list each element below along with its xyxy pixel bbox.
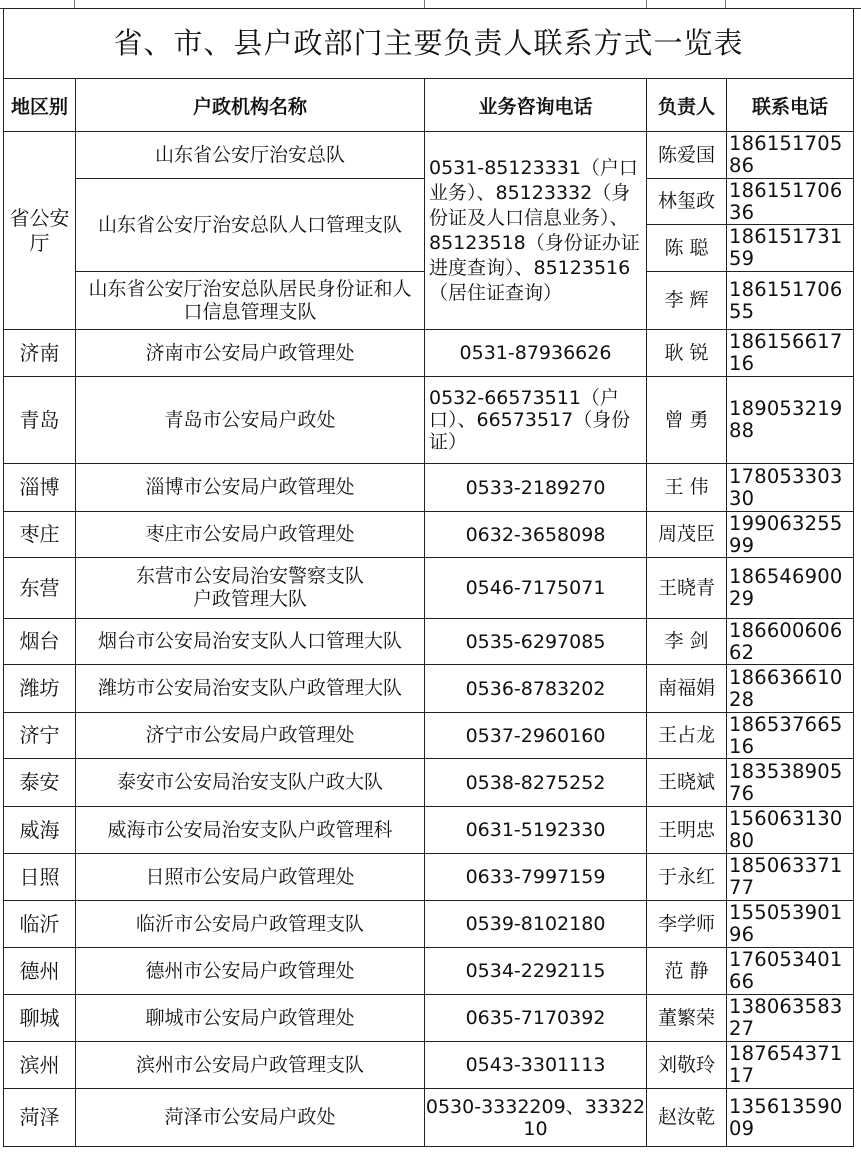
region-cell: 青岛: [4, 377, 76, 464]
contact-phone-cell: 18615170636: [727, 179, 854, 225]
person-cell: 范 静: [647, 948, 727, 995]
region-cell: 烟台: [4, 619, 76, 665]
contact-phone-cell: 13806358327: [727, 995, 854, 1042]
contact-phone-cell: 18660060662: [727, 619, 854, 665]
table-row: [4, 854, 854, 901]
person-cell: 于永红: [647, 854, 727, 901]
header-phone: 联系电话: [727, 79, 854, 132]
org-cell: 日照市公安局户政管理处: [76, 854, 425, 901]
header-hotline: 业务咨询电话: [425, 79, 647, 132]
org-cell: 山东省公安厅治安总队人口管理支队: [76, 179, 425, 272]
contact-table: [3, 8, 854, 1147]
table-row: [4, 1042, 854, 1089]
hotline-cell: 0538-8275252: [425, 759, 647, 807]
contact-phone-cell: 18654690029: [727, 558, 854, 619]
region-cell: 德州: [4, 948, 76, 995]
org-cell: 淄博市公安局户政管理处: [76, 464, 425, 512]
org-cell: 山东省公安厅治安总队居民身份证和人口信息管理支队: [76, 272, 425, 330]
org-cell: 临沂市公安局户政管理支队: [76, 901, 425, 948]
region-cell: 泰安: [4, 759, 76, 807]
org-cell: 枣庄市公安局户政管理处: [76, 512, 425, 558]
contact-phone-cell: 18905321988: [727, 377, 854, 464]
org-cell: 济南市公安局户政管理处: [76, 330, 425, 377]
table-row: [4, 759, 854, 807]
person-cell: 李 剑: [647, 619, 727, 665]
contact-phone-cell: 15505390196: [727, 901, 854, 948]
person-cell: 林玺政: [647, 179, 727, 225]
table-row: [4, 512, 854, 558]
person-cell: 李学师: [647, 901, 727, 948]
org-cell: 济宁市公安局户政管理处: [76, 713, 425, 759]
person-cell: 王晓青: [647, 558, 727, 619]
header-person: 负责人: [647, 79, 727, 132]
region-cell: 潍坊: [4, 665, 76, 713]
hotline-cell: 0535-6297085: [425, 619, 647, 665]
region-cell: 东营: [4, 558, 76, 619]
table-row: [4, 901, 854, 948]
person-cell: 南福娟: [647, 665, 727, 713]
person-cell: 董繁荣: [647, 995, 727, 1042]
org-cell: 菏泽市公安局户政处: [76, 1089, 425, 1147]
contact-phone-cell: 18506337177: [727, 854, 854, 901]
contact-phone-cell: 17805330330: [727, 464, 854, 512]
contact-phone-cell: 15606313080: [727, 807, 854, 854]
contact-phone-cell: 13561359009: [727, 1089, 854, 1147]
person-cell: 王明忠: [647, 807, 727, 854]
hotline-cell: 0533-2189270: [425, 464, 647, 512]
person-cell: 周茂臣: [647, 512, 727, 558]
contact-phone-cell: 19906325599: [727, 512, 854, 558]
person-cell: 赵汝乾: [647, 1089, 727, 1147]
hotline-cell: 0635-7170392: [425, 995, 647, 1042]
page-title: 省、市、县户政部门主要负责人联系方式一览表: [4, 9, 854, 79]
org-cell: 滨州市公安局户政管理支队: [76, 1042, 425, 1089]
hotline-cell: 0534-2292115: [425, 948, 647, 995]
org-cell: 山东省公安厅治安总队: [76, 132, 425, 179]
region-cell: 菏泽: [4, 1089, 76, 1147]
table-row: [4, 665, 854, 713]
hotline-cell: 0536-8783202: [425, 665, 647, 713]
table-body: [4, 132, 854, 1147]
hotline-cell: 0546-7175071: [425, 558, 647, 619]
hotline-cell: 0531-87936626: [425, 330, 647, 377]
org-cell: 东营市公安局治安警察支队户政管理大队: [76, 558, 425, 619]
hotline-cell: 0539-8102180: [425, 901, 647, 948]
table-row: [4, 377, 854, 464]
region-cell: 济宁: [4, 713, 76, 759]
person-cell: 陈爱国: [647, 132, 727, 179]
contact-phone-cell: 18615170655: [727, 272, 854, 330]
region-cell: 省公安厅: [4, 132, 76, 330]
table-row: [4, 558, 854, 619]
person-cell: 李 辉: [647, 272, 727, 330]
hotline-cell: 0530-3332209、3332210: [425, 1089, 647, 1147]
org-cell: 德州市公安局户政管理处: [76, 948, 425, 995]
hotline-cell: 0531-85123331（户口业务）、85123332（身份证及人口信息业务）、85123518（身份证办证进度查询）、85123516（居住证查询）: [425, 132, 647, 330]
table-row: [4, 464, 854, 512]
table-row: [4, 807, 854, 854]
contact-phone-cell: 18653766516: [727, 713, 854, 759]
person-cell: 刘敬玲: [647, 1042, 727, 1089]
org-cell: 聊城市公安局户政管理处: [76, 995, 425, 1042]
region-cell: 枣庄: [4, 512, 76, 558]
contact-phone-cell: 18663661028: [727, 665, 854, 713]
hotline-cell: 0532-66573511（户口）、66573517（身份证）: [425, 377, 647, 464]
hotline-cell: 0631-5192330: [425, 807, 647, 854]
person-cell: 陈 聪: [647, 225, 727, 272]
contact-phone-cell: 17605340166: [727, 948, 854, 995]
region-cell: 临沂: [4, 901, 76, 948]
person-cell: 耿 锐: [647, 330, 727, 377]
region-cell: 日照: [4, 854, 76, 901]
table-row: [4, 619, 854, 665]
table-row: [4, 330, 854, 377]
org-cell: 潍坊市公安局治安支队户政管理大队: [76, 665, 425, 713]
contact-phone-cell: 18353890576: [727, 759, 854, 807]
hotline-cell: 0633-7997159: [425, 854, 647, 901]
region-cell: 滨州: [4, 1042, 76, 1089]
header-region: 地区别: [4, 79, 76, 132]
header-row: [4, 79, 854, 132]
table-row: [4, 713, 854, 759]
org-cell: 青岛市公安局户政处: [76, 377, 425, 464]
header-org: 户政机构名称: [76, 79, 425, 132]
hotline-cell: 0537-2960160: [425, 713, 647, 759]
table-row: [4, 132, 854, 179]
region-cell: 淄博: [4, 464, 76, 512]
region-cell: 济南: [4, 330, 76, 377]
org-cell: 烟台市公安局治安支队人口管理大队: [76, 619, 425, 665]
table-row: [4, 995, 854, 1042]
person-cell: 王占龙: [647, 713, 727, 759]
contact-phone-cell: 18615661716: [727, 330, 854, 377]
table-row: [4, 948, 854, 995]
hotline-cell: 0543-3301113: [425, 1042, 647, 1089]
person-cell: 曾 勇: [647, 377, 727, 464]
contact-phone-cell: 18615173159: [727, 225, 854, 272]
region-cell: 威海: [4, 807, 76, 854]
region-cell: 聊城: [4, 995, 76, 1042]
org-cell: 威海市公安局治安支队户政管理科: [76, 807, 425, 854]
person-cell: 王 伟: [647, 464, 727, 512]
org-cell: 泰安市公安局治安支队户政大队: [76, 759, 425, 807]
contact-phone-cell: 18615170586: [727, 132, 854, 179]
contact-phone-cell: 18765437117: [727, 1042, 854, 1089]
person-cell: 王晓斌: [647, 759, 727, 807]
hotline-cell: 0632-3658098: [425, 512, 647, 558]
table-row: [4, 1089, 854, 1147]
